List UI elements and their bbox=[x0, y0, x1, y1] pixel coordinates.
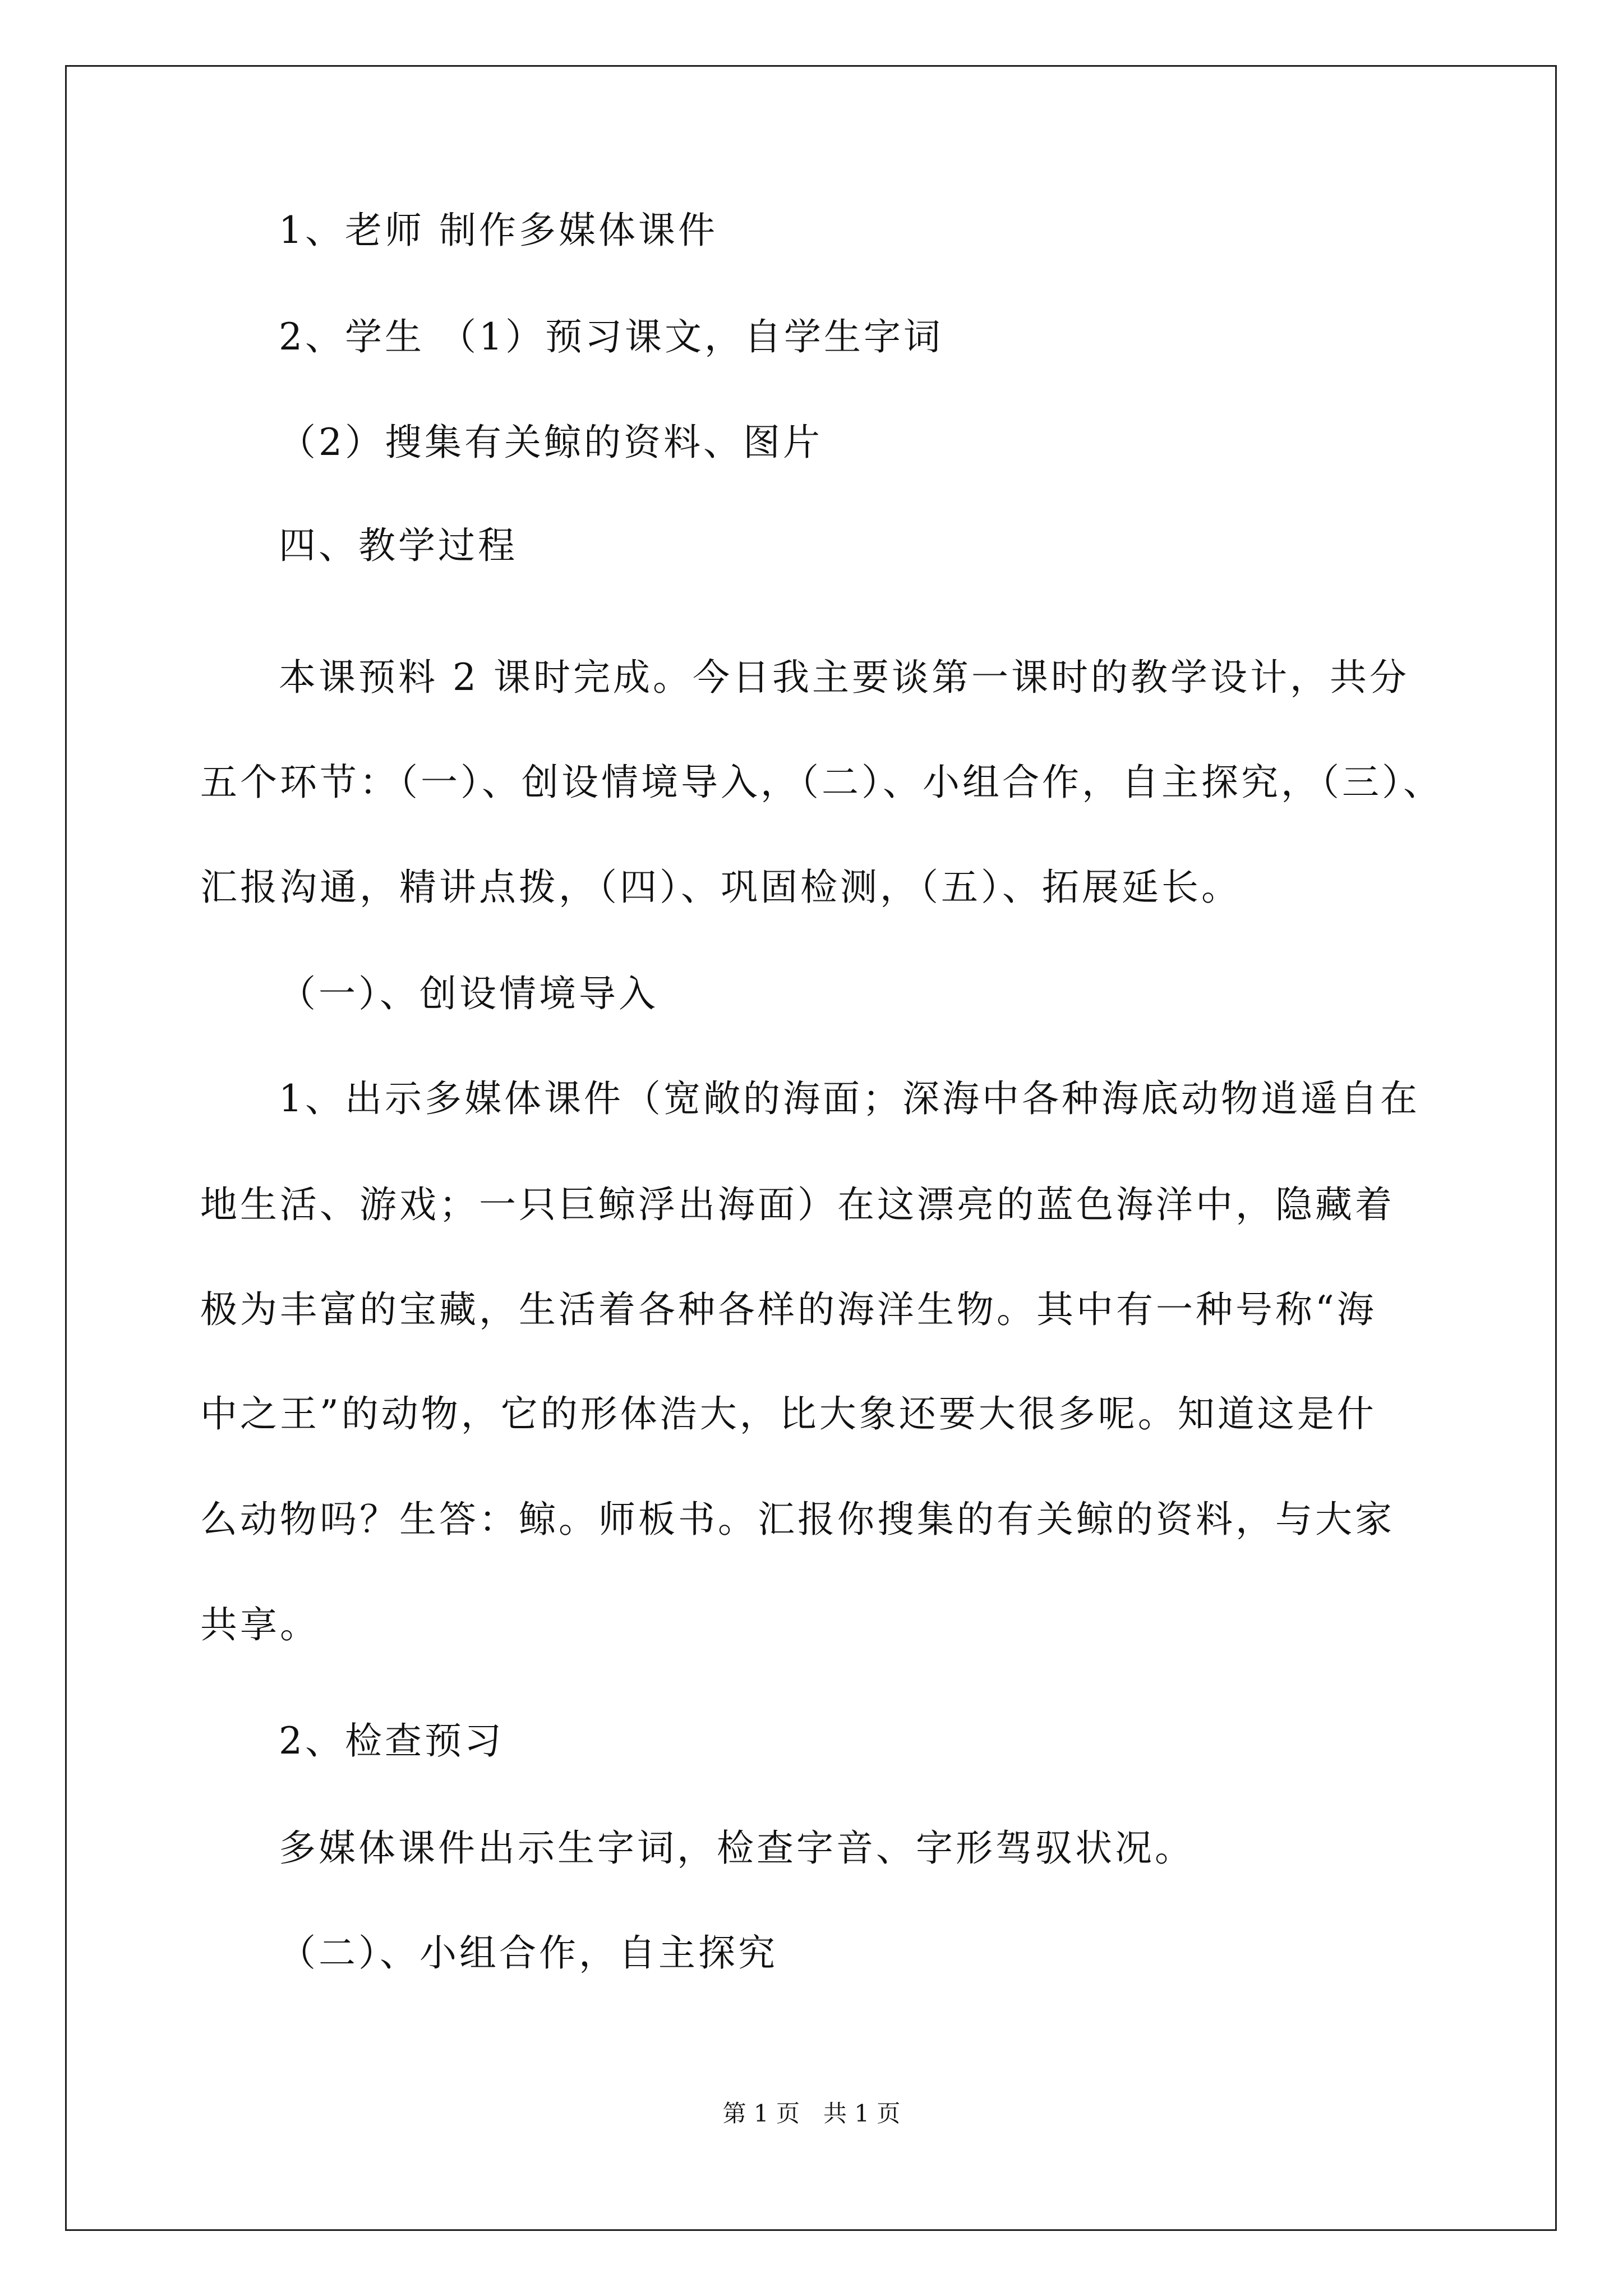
subheading-situation-intro: （一）、创设情境导入 bbox=[279, 972, 658, 1015]
page-number-footer: 第 1 页 共 1 页 bbox=[722, 2100, 901, 2127]
paragraph-multimedia-line-2: 地生活、游戏；一只巨鲸浮出海面）在这漂亮的蓝色海洋中，隐藏着 bbox=[200, 1183, 1395, 1226]
prep-teacher-line: 1、老师 制作多媒体课件 bbox=[279, 209, 718, 252]
paragraph-multimedia-line-3: 极为丰富的宝藏，生活着各种各样的海洋生物。其中有一种号称“海 bbox=[200, 1288, 1377, 1331]
subheading-group-cooperation: （二）、小组合作，自主探究 bbox=[279, 1931, 778, 1975]
prep-student-line: 2、学生 （1）预习课文，自学生字词 bbox=[279, 315, 943, 358]
paragraph-check-preview: 多媒体课件出示生字词，检查字音、字形驾驭状况。 bbox=[279, 1826, 1195, 1870]
paragraph-multimedia-line-4: 中之王”的动物，它的形体浩大，比大象还要大很多呢。知道这是什 bbox=[200, 1392, 1377, 1435]
page-border bbox=[65, 65, 1557, 2231]
paragraph-multimedia-line-5: 么动物吗？生答：鲸。师板书。汇报你搜集的有关鲸的资料，与大家 bbox=[200, 1498, 1395, 1541]
paragraph-multimedia-line-1: 1、出示多媒体课件（宽敞的海面；深海中各种海底动物逍遥自在 bbox=[279, 1077, 1420, 1120]
paragraph-intro-line-3: 汇报沟通，精讲点拨，（四）、巩固检测，（五）、拓展延长。 bbox=[200, 866, 1241, 909]
section-heading-teaching-process: 四、教学过程 bbox=[279, 524, 518, 567]
paragraph-intro-line-1: 本课预料 2 课时完成。今日我主要谈第一课时的教学设计，共分 bbox=[279, 656, 1409, 699]
subheading-check-preview: 2、检查预习 bbox=[279, 1719, 504, 1763]
paragraph-intro-line-2: 五个环节：（一）、创设情境导入，（二）、小组合作，自主探究，（三）、 bbox=[200, 761, 1443, 804]
prep-student-subitem-line: （2）搜集有关鲸的资料、图片 bbox=[279, 421, 823, 464]
paragraph-multimedia-line-6: 共享。 bbox=[200, 1603, 320, 1646]
